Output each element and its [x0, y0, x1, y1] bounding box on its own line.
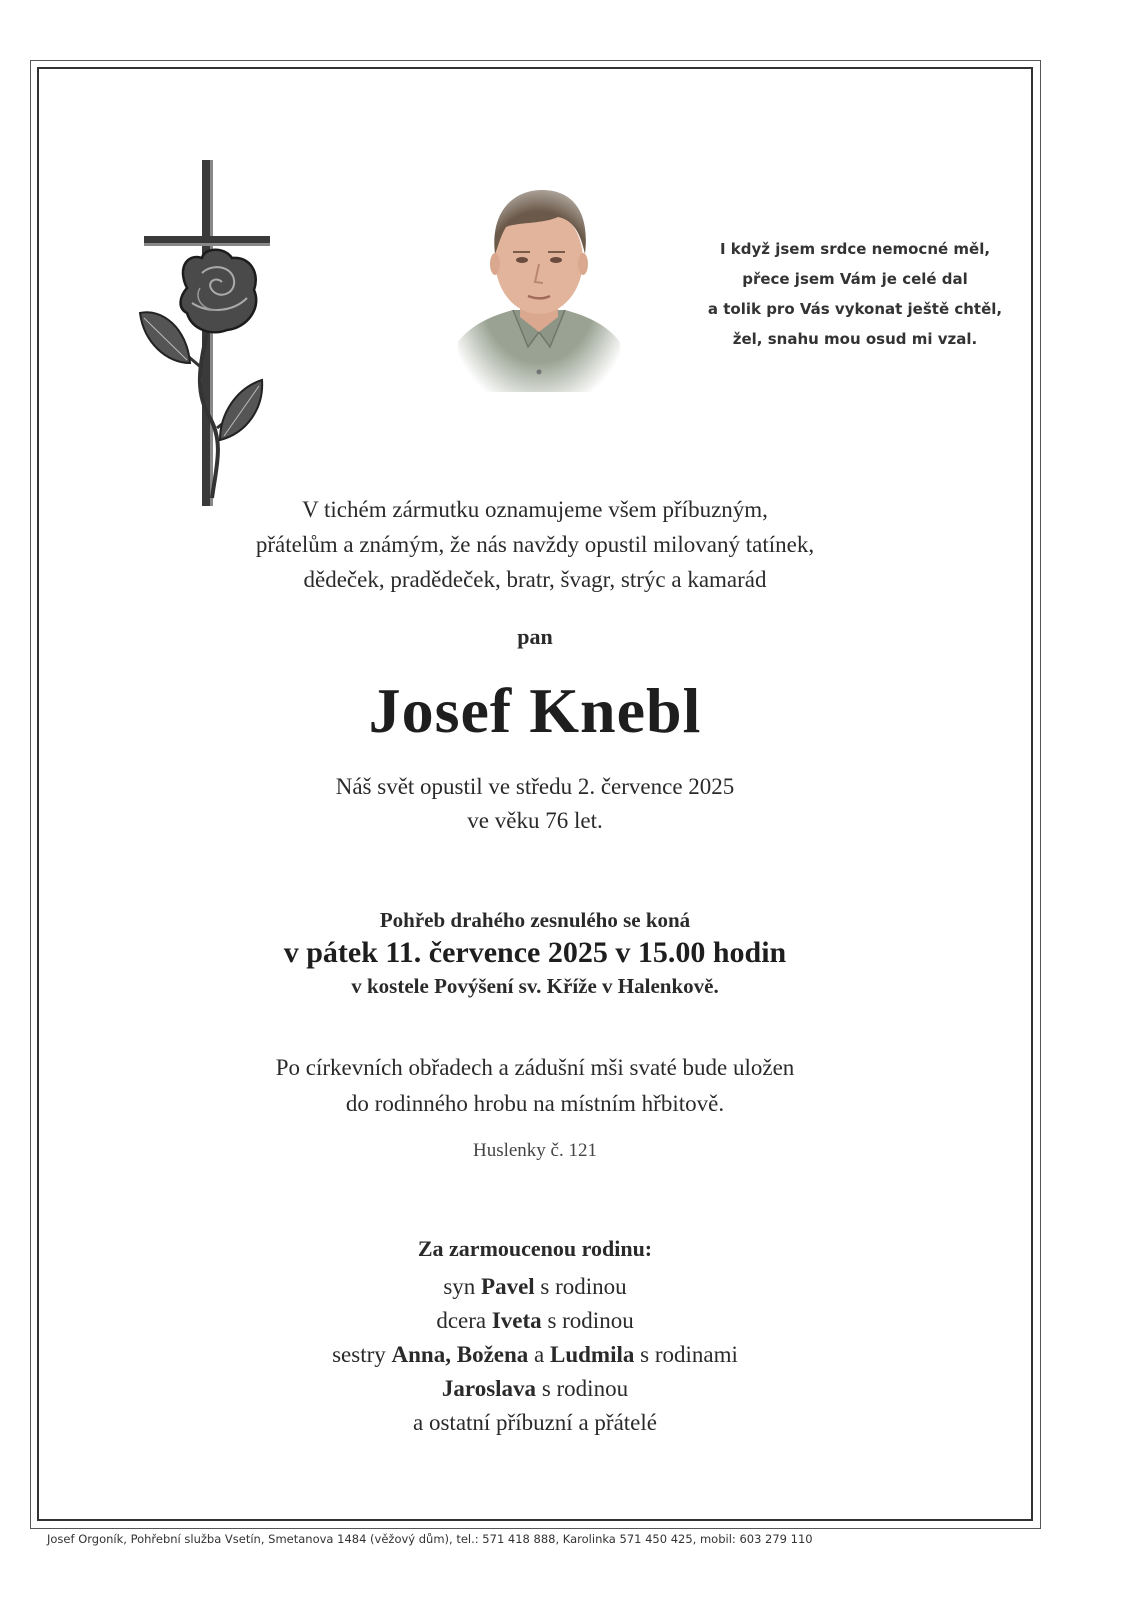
poem-line: přece jsem Vám je celé dal	[742, 270, 968, 288]
funeral-service-footer: Josef Orgoník, Pohřební služba Vsetín, Smetanova 1484 (věžový dům), tel.: 571 418 888, Karolinka 571 450 425, mobil: 603 279 110	[47, 1532, 813, 1546]
burial-line: Po církevních obřadech a zádušní mši svaté bude uložen	[275, 1055, 795, 1080]
family-address: Huslenky č. 121	[472, 1140, 597, 1161]
intro-line: přátelům a známým, že nás navždy opustil milovaný tatínek,	[255, 532, 815, 557]
honorific: pan	[517, 624, 553, 649]
death-info	[37, 770, 1033, 838]
poem-line: žel, snahu mou osud mi vzal.	[732, 330, 978, 348]
intro-line: dědeček, pradědeček, bratr, švagr, strýc a kamarád	[303, 567, 767, 592]
family-member-daughter: dcera Iveta s rodinou	[436, 1308, 634, 1333]
burial-info	[37, 1050, 1033, 1122]
funeral-datetime: v pátek 11. července 2025 v 15.00 hodin	[283, 936, 787, 969]
poem-line: I když jsem srdce nemocné měl,	[719, 240, 991, 258]
funeral-place: v kostele Povýšení sv. Kříže v Halenkově.	[351, 974, 719, 998]
deceased-name: Josef Knebl	[368, 675, 702, 746]
announcement-intro	[37, 492, 1033, 597]
intro-line: V tichém zármutku oznamujeme všem příbuzným,	[302, 497, 768, 522]
family-heading: Za zarmoucenou rodinu:	[417, 1236, 653, 1261]
family-member-sisters: sestry Anna, Božena a Ludmila s rodinami	[332, 1342, 738, 1367]
family-member-son: syn Pavel s rodinou	[443, 1274, 627, 1299]
burial-line: do rodinného hrobu na místním hřbitově.	[345, 1091, 725, 1116]
poem-line: a tolik pro Vás vykonat ještě chtěl,	[707, 300, 1003, 318]
portrait-photo	[458, 182, 620, 392]
funeral-heading: Pohřeb drahého zesnulého se koná	[379, 908, 691, 932]
family-list	[37, 1270, 1033, 1440]
cross-with-rose-icon	[132, 158, 282, 518]
death-age: ve věku 76 let.	[467, 808, 603, 833]
death-date: Náš svět opustil ve středu 2. července 2025	[335, 774, 735, 799]
family-member-jaroslava: Jaroslava s rodinou	[441, 1376, 629, 1401]
family-others: a ostatní příbuzní a přátelé	[413, 1410, 657, 1435]
poem	[690, 234, 1020, 354]
